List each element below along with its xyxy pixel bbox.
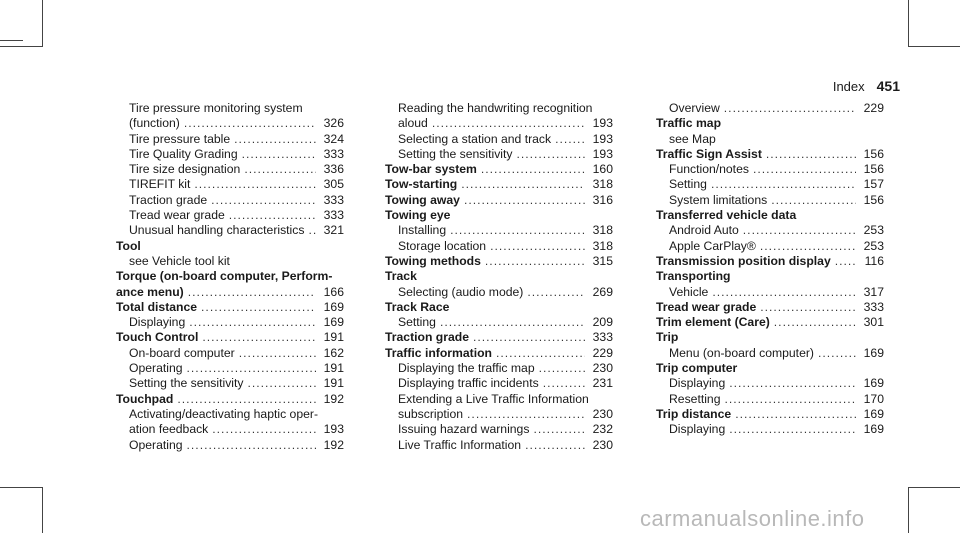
entry-text: Issuing hazard warnings (398, 422, 530, 437)
dot-leader (461, 177, 585, 192)
entry-text: Displaying (669, 376, 726, 391)
index-heading: Towing eye (385, 208, 451, 223)
index-subentry (656, 346, 884, 361)
page-ref: 336 (323, 162, 344, 177)
page-ref: 316 (592, 192, 613, 207)
page-ref: 318 (592, 177, 613, 192)
dot-leader (187, 361, 316, 376)
entry-text: Operating (129, 437, 183, 452)
index-subentry (656, 422, 884, 437)
page-ref: 166 (323, 284, 344, 299)
dot-leader (533, 422, 585, 437)
dot-leader (229, 208, 316, 223)
dot-leader (771, 193, 856, 208)
index-subentry (385, 407, 613, 422)
page-ref: 192 (323, 437, 344, 452)
index-heading: Transferred vehicle data (656, 208, 797, 223)
index-heading: Tool (116, 238, 141, 253)
index-heading-entry (116, 300, 344, 315)
entry-text: Towing methods (385, 253, 481, 268)
entry-text: Live Traffic Information (398, 437, 522, 452)
index-subentry (656, 239, 884, 254)
page-ref: 169 (863, 422, 884, 437)
dot-leader (177, 392, 316, 407)
page-number: 451 (876, 78, 900, 94)
index-heading: Trip computer (656, 361, 738, 376)
dot-leader (835, 254, 856, 269)
index-heading-entry (656, 147, 884, 162)
entry-text: Overview (669, 101, 720, 115)
entry-text: System limitations (669, 192, 768, 207)
page-ref: 160 (592, 162, 613, 177)
dot-leader (539, 361, 585, 376)
index-column-1 (116, 101, 344, 453)
dot-leader (211, 193, 316, 208)
entry-text: Towing away (385, 192, 460, 207)
index-subentry (385, 132, 613, 147)
index-heading-entry (116, 330, 344, 345)
index-subentry (116, 422, 344, 437)
page-ref: 333 (592, 330, 613, 345)
entry-text: Traffic information (385, 345, 492, 360)
index-heading: Traffic map (656, 116, 722, 131)
index-subentry (656, 376, 884, 391)
page-ref: 253 (863, 238, 884, 253)
index-subentry (116, 346, 344, 361)
dot-leader (766, 147, 856, 162)
index-subentry (656, 392, 884, 407)
page-ref: 333 (863, 299, 884, 314)
index-subentry (116, 315, 344, 330)
page-ref: 321 (323, 223, 344, 238)
page-ref: 333 (323, 146, 344, 161)
index-subentry (385, 285, 613, 300)
index-line: Reading the handwriting recognition (398, 101, 593, 115)
index-subentry (385, 315, 613, 330)
dot-leader (194, 177, 316, 192)
dot-leader (711, 177, 856, 192)
crop-mark (908, 0, 909, 46)
page-ref: 230 (592, 437, 613, 452)
entry-text: (function) (129, 116, 180, 131)
entry-text: Installing (398, 223, 447, 238)
page-ref: 193 (592, 131, 613, 146)
page-ref: 191 (323, 376, 344, 391)
dot-leader (242, 147, 316, 162)
dot-leader (184, 116, 316, 131)
index-column-2 (385, 101, 613, 453)
entry-text: Selecting a station and track (398, 131, 552, 146)
dot-leader (760, 239, 856, 254)
page-ref: 191 (323, 361, 344, 376)
page-ref: 253 (863, 223, 884, 238)
entry-text: Tread wear grade (129, 208, 225, 223)
index-subentry (116, 116, 344, 131)
dot-leader (481, 162, 585, 177)
page-ref: 229 (592, 345, 613, 360)
dot-leader (440, 315, 585, 330)
index-subentry (116, 177, 344, 192)
dot-leader (735, 407, 856, 422)
dot-leader (712, 285, 856, 300)
dot-leader (774, 315, 856, 330)
page-ref: 156 (863, 192, 884, 207)
index-heading-entry (385, 193, 613, 208)
page-ref: 317 (863, 284, 884, 299)
index-heading-entry (116, 285, 344, 300)
dot-leader (760, 300, 856, 315)
dot-leader (432, 116, 585, 131)
entry-text: Displaying (669, 422, 726, 437)
dot-leader (450, 223, 585, 238)
index-heading-entry (656, 315, 884, 330)
page-ref: 191 (323, 330, 344, 345)
entry-text: aloud (398, 116, 428, 131)
entry-text: Setting the sensitivity (398, 146, 513, 161)
page-ref: 333 (323, 208, 344, 223)
entry-text: Function/notes (669, 162, 749, 177)
index-subentry (656, 193, 884, 208)
dot-leader (234, 132, 316, 147)
page-ref: 156 (863, 146, 884, 161)
entry-text: TIREFIT kit (129, 177, 191, 192)
index-subentry (116, 162, 344, 177)
index-subentry (656, 285, 884, 300)
entry-text: On-board computer (129, 345, 235, 360)
dot-leader (490, 239, 585, 254)
entry-text: Trim element (Care) (656, 315, 770, 330)
index-subentry (116, 361, 344, 376)
entry-text: Traction grade (385, 330, 469, 345)
crop-mark (42, 487, 43, 533)
index-heading: Trip (656, 330, 679, 345)
index-heading-entry (385, 177, 613, 192)
entry-text: Tow-bar system (385, 162, 477, 177)
index-subentry (385, 422, 613, 437)
dot-leader (516, 147, 585, 162)
index-subentry (385, 438, 613, 453)
dot-leader (244, 162, 316, 177)
entry-text: ance menu) (116, 284, 184, 299)
page-ref: 230 (592, 361, 613, 376)
index-line: Extending a Live Traffic Information (398, 391, 589, 406)
page-ref: 326 (323, 116, 344, 131)
dot-leader (239, 346, 316, 361)
page-ref: 193 (592, 146, 613, 161)
dot-leader (555, 132, 585, 147)
page-ref: 169 (863, 376, 884, 391)
entry-text: Setting the sensitivity (129, 376, 244, 391)
page-ref: 169 (323, 299, 344, 314)
page-ref: 169 (323, 315, 344, 330)
index-subentry (385, 223, 613, 238)
index-subentry (116, 193, 344, 208)
index-line: see Map (669, 131, 716, 146)
index-line: Activating/deactivating haptic oper- (129, 406, 319, 421)
index-heading-entry (385, 162, 613, 177)
index-subentry (116, 132, 344, 147)
entry-text: Android Auto (669, 223, 739, 238)
dot-leader (202, 330, 316, 345)
entry-text: Vehicle (669, 284, 709, 299)
entry-text: Tire size designation (129, 162, 241, 177)
dot-leader (247, 376, 316, 391)
index-subentry (656, 162, 884, 177)
dot-leader (743, 223, 856, 238)
index-heading-entry (385, 330, 613, 345)
index-column-3 (656, 101, 884, 438)
index-heading-entry (656, 254, 884, 269)
entry-text: Menu (on-board computer) (669, 345, 814, 360)
index-heading-entry (116, 392, 344, 407)
page-ref: 333 (323, 192, 344, 207)
page-ref: 116 (864, 253, 884, 268)
crop-mark (908, 487, 960, 488)
index-heading-entry (385, 254, 613, 269)
index-heading-entry (385, 346, 613, 361)
dot-leader (473, 330, 585, 345)
dot-leader (818, 346, 856, 361)
entry-text: Unusual handling characteristics (129, 223, 305, 238)
dot-leader (729, 422, 856, 437)
page-ref: 315 (592, 253, 613, 268)
dot-leader (496, 346, 585, 361)
entry-text: Tread wear grade (656, 299, 757, 314)
header-title: Index (832, 79, 865, 94)
index-line: see Vehicle tool kit (129, 253, 230, 268)
page-ref: 156 (863, 162, 884, 177)
page-ref: 324 (323, 131, 344, 146)
dot-leader (308, 223, 316, 238)
page-ref: 269 (592, 284, 613, 299)
page-ref: 169 (863, 345, 884, 360)
dot-leader (485, 254, 585, 269)
index-heading: Track Race (385, 299, 450, 314)
crop-mark (908, 487, 909, 533)
entry-text: Total distance (116, 299, 198, 314)
crop-mark (0, 40, 23, 41)
index-subentry (656, 101, 884, 116)
entry-text: Displaying the traffic map (398, 361, 535, 376)
index-heading: Torque (on-board computer, Perform- (116, 269, 333, 284)
dot-leader (724, 101, 856, 116)
page-ref: 157 (863, 177, 884, 192)
page-header (833, 78, 900, 94)
index-subentry (385, 361, 613, 376)
entry-text: Tire pressure table (129, 131, 231, 146)
index-subentry (385, 376, 613, 391)
entry-text: Transmission position display (656, 253, 831, 268)
entry-text: Selecting (audio mode) (398, 284, 524, 299)
page-ref: 229 (863, 101, 884, 115)
page-ref: 318 (592, 238, 613, 253)
entry-text: Traction grade (129, 192, 208, 207)
entry-text: Apple CarPlay® (669, 238, 756, 253)
index-heading: Track (385, 269, 417, 284)
index-subentry (385, 239, 613, 254)
index-subentry (116, 147, 344, 162)
dot-leader (201, 300, 316, 315)
crop-mark (908, 46, 960, 47)
index-subentry (656, 223, 884, 238)
index-subentry (385, 116, 613, 131)
dot-leader (725, 392, 857, 407)
entry-text: Setting (398, 315, 436, 330)
entry-text: Setting (669, 177, 707, 192)
index-subentry (116, 438, 344, 453)
page-ref: 231 (592, 376, 613, 391)
dot-leader (527, 285, 585, 300)
entry-text: subscription (398, 406, 464, 421)
entry-text: Storage location (398, 238, 487, 253)
page-ref: 192 (323, 391, 344, 406)
dot-leader (188, 285, 316, 300)
entry-text: Touchpad (116, 391, 174, 406)
entry-text: Tow-starting (385, 177, 458, 192)
crop-mark (42, 0, 43, 46)
dot-leader (464, 193, 585, 208)
dot-leader (543, 376, 585, 391)
page-ref: 193 (323, 422, 344, 437)
index-subentry (116, 208, 344, 223)
entry-text: Displaying (129, 315, 186, 330)
dot-leader (187, 438, 316, 453)
page-ref: 232 (592, 422, 613, 437)
entry-text: ation feedback (129, 422, 209, 437)
dot-leader (753, 162, 856, 177)
dot-leader (525, 438, 585, 453)
page-ref: 318 (592, 223, 613, 238)
entry-text: Touch Control (116, 330, 199, 345)
entry-text: Operating (129, 361, 183, 376)
page-ref: 169 (863, 406, 884, 421)
index-subentry (116, 223, 344, 238)
crop-mark (0, 487, 43, 488)
page-ref: 162 (323, 345, 344, 360)
index-subentry (385, 147, 613, 162)
dot-leader (467, 407, 585, 422)
page-ref: 170 (863, 391, 884, 406)
index-subentry (116, 376, 344, 391)
crop-mark (0, 46, 43, 47)
dot-leader (729, 376, 856, 391)
index-subentry (656, 177, 884, 192)
entry-text: Trip distance (656, 406, 732, 421)
entry-text: Resetting (669, 391, 721, 406)
entry-text: Traffic Sign Assist (656, 146, 762, 161)
page-ref: 209 (592, 315, 613, 330)
index-line: Tire pressure monitoring system (129, 101, 303, 115)
page-ref: 301 (863, 315, 884, 330)
index-heading-entry (656, 407, 884, 422)
entry-text: Tire Quality Grading (129, 146, 238, 161)
page-ref: 193 (592, 116, 613, 131)
index-heading: Transporting (656, 269, 731, 284)
index-heading-entry (656, 300, 884, 315)
page-ref: 230 (592, 406, 613, 421)
watermark-text: carmanualsonline.info (640, 506, 865, 531)
entry-text: Displaying traffic incidents (398, 376, 539, 391)
dot-leader (212, 422, 316, 437)
dot-leader (189, 315, 316, 330)
page-ref: 305 (323, 177, 344, 192)
